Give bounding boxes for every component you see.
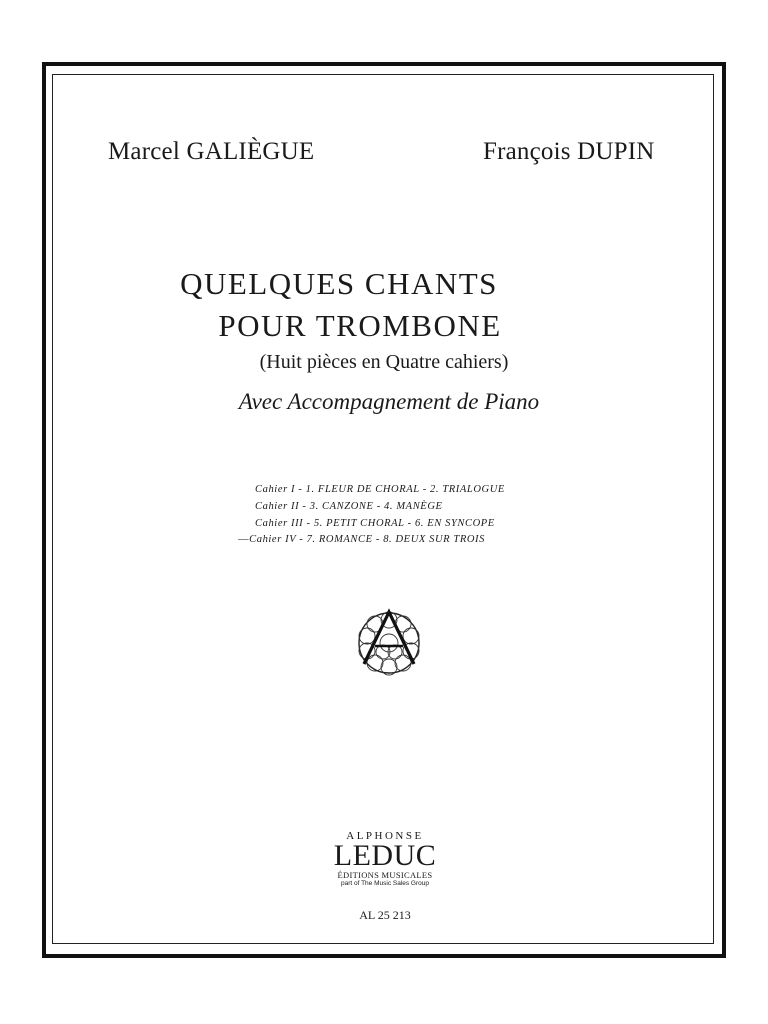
composer-right: François DUPIN <box>483 138 655 165</box>
publisher-group: part of The Music Sales Group <box>340 880 430 887</box>
cahier-4 <box>238 534 485 545</box>
publisher-block <box>0 830 768 888</box>
cahier-dash: — <box>238 534 250 545</box>
cahier-3 <box>255 518 495 529</box>
publisher-name: LEDUC <box>333 839 437 872</box>
publisher-subtitle: ÉDITIONS MUSICALES <box>337 870 433 880</box>
cahier-text: Cahier I - 1. FLEUR DE CHORAL - 2. TRIALOGUE <box>255 484 505 495</box>
subtitle: (Huit pièces en Quatre cahiers) <box>259 351 509 373</box>
publisher-emblem-icon <box>353 606 425 678</box>
publisher-first-name: ALPHONSE <box>346 830 424 842</box>
accompaniment-line: Avec Accompagnement de Piano <box>238 389 540 414</box>
title-line-1: QUELQUES CHANTS <box>180 266 498 301</box>
cahier-1 <box>255 484 505 495</box>
catalog-number: AL 25 213 <box>359 908 411 922</box>
composer-left: Marcel GALIÈGUE <box>108 138 315 165</box>
cahier-text: Cahier IV - 7. ROMANCE - 8. DEUX SUR TROIS <box>249 534 485 545</box>
cahier-text: Cahier II - 3. CANZONE - 4. MANÈGE <box>255 501 443 512</box>
cahier-2 <box>255 501 443 512</box>
cahier-text: Cahier III - 5. PETIT CHORAL - 6. EN SYNCOPE <box>255 518 495 529</box>
title-line-2: POUR TROMBONE <box>218 308 502 343</box>
